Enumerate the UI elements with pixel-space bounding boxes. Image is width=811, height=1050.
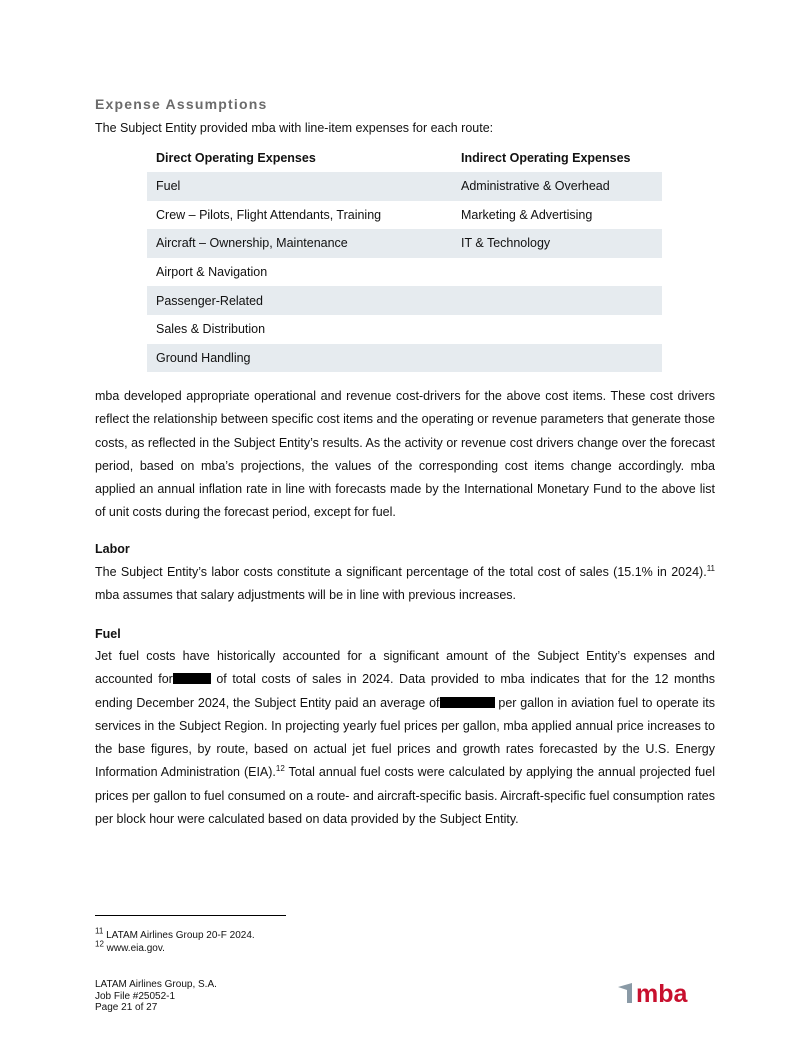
logo-text: mba (636, 980, 688, 1006)
logo-mark-icon (618, 983, 632, 1003)
labor-text-b: mba assumes that salary adjustments will be in line with previous increases. (95, 588, 517, 603)
cost-drivers-paragraph: mba developed appropriate operational and revenue cost-drivers for the above cost items. These cost drivers reflect the relationship between specific cost items and the operating or revenue parameters that generate those costs, as reflected in the Subject Entity’s results. As the activity or revenue cost drivers change over the forecast period, based on mba’s projections, the values of the corresponding cost items change accordingly. mba applied an annual inflation rate in line with forecasts made by the International Monetary Fund to the above list of unit costs during the forecast period, except for fuel. (95, 389, 715, 520)
page-footer (95, 979, 217, 1014)
footnote-divider (95, 915, 286, 916)
table-cell (452, 344, 662, 373)
table-row (147, 172, 662, 201)
fuel-text-4: Total annual fuel costs were calculated by applying the annual projected fuel prices per gallon to fuel consumed on a route- and aircraft-specific basis. Aircraft-specific fuel consumption rates per block hour were calculated based on data provided by the Subject Entity. (95, 765, 715, 827)
footnote-ref-12: 12 (275, 764, 285, 774)
redaction-box (173, 673, 211, 684)
direct-expenses-header: Direct Operating Expenses (156, 151, 316, 165)
footer-job-file: Job File #25052-1 (95, 990, 176, 1002)
table-row (147, 286, 662, 315)
intro-text: The Subject Entity provided mba with line-item expenses for each route: (95, 121, 494, 135)
table-cell: Sales & Distribution (156, 322, 266, 337)
table-cell: Airport & Navigation (156, 265, 268, 280)
fuel-text-3: per gallon in aviation fuel to operate its services in the Subject Region. In projecting yearly fuel prices per gallon, mba applied annual price increases to the base figures, by route, based on actual jet fuel prices and growth rates forecasted by the U.S. Energy Information Administration (EIA). (95, 695, 716, 780)
table-cell: Administrative & Overhead (452, 172, 662, 201)
indirect-expenses-header: Indirect Operating Expenses (461, 151, 631, 165)
table-row (147, 201, 662, 230)
footnote-11 (95, 926, 255, 941)
table-cell: Ground Handling (147, 344, 452, 373)
table-cell: Passenger-Related (147, 286, 452, 315)
table-row (147, 229, 662, 258)
expenses-table (147, 144, 662, 372)
fuel-text-2: of total costs of sales in 2024. Data provided to mba indicates that for the 12 months ending December 2024, the Subject Entity paid an average of (95, 672, 715, 710)
table-row (147, 258, 662, 287)
table-cell (452, 286, 662, 315)
labor-text-a: The Subject Entity’s labor costs constitute a significant percentage of the total cost of sales (15.1% in 2024). (95, 565, 707, 579)
table-cell: Crew – Pilots, Flight Attendants, Training (156, 207, 382, 222)
labor-paragraph (95, 561, 715, 608)
footnote-text: www.eia.gov. (103, 943, 165, 954)
redaction-box (440, 697, 495, 708)
fuel-text-1: Jet fuel costs have historically accounted for a significant amount of the Subject Entity’s expenses and accounted for (95, 649, 715, 687)
footnote-text: LATAM Airlines Group 20-F 2024. (103, 930, 255, 941)
footnote-number: 12 (95, 939, 104, 949)
table-row (147, 344, 662, 373)
mba-logo (616, 980, 708, 1006)
footer-company: LATAM Airlines Group, S.A. (95, 979, 217, 990)
table-row (147, 315, 662, 344)
footnote-ref-11: 11 (706, 563, 715, 573)
table-cell: IT & Technology (452, 229, 662, 258)
table-cell: Aircraft – Ownership, Maintenance (147, 229, 452, 258)
table-cell: Fuel (147, 172, 452, 201)
table-cell (452, 315, 662, 344)
table-cell: Marketing & Advertising (461, 207, 593, 222)
labor-heading: Labor (95, 542, 130, 556)
section-title: Expense Assumptions (95, 96, 268, 112)
table-cell (452, 258, 662, 287)
fuel-paragraph (95, 645, 715, 831)
footer-page-number: Page 21 of 27 (95, 1002, 158, 1013)
fuel-heading: Fuel (95, 627, 121, 641)
table-header-row (147, 144, 662, 172)
footnote-number: 11 (95, 926, 104, 936)
footnote-12 (95, 939, 165, 954)
